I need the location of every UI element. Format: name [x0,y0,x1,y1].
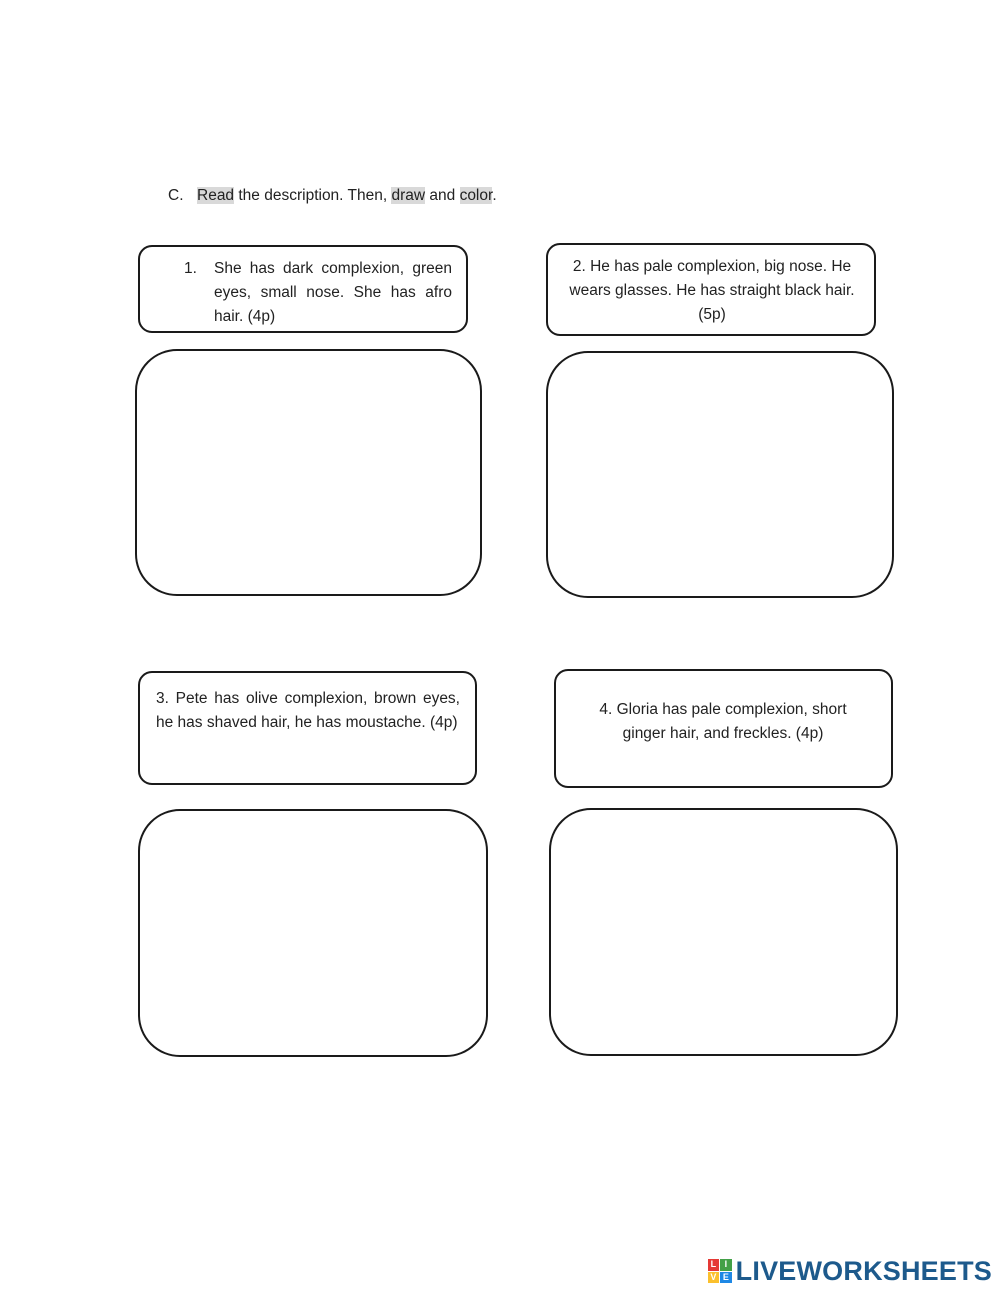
instruction-letter: C. [168,187,184,204]
logo-icon-letter: V [708,1272,720,1284]
description-box-3 [138,671,477,785]
item-1-number: 1. [184,260,197,277]
liveworksheets-logo [708,1256,992,1286]
word-color: color [459,187,493,204]
instruction [168,187,497,205]
drawing-area-3[interactable] [138,809,488,1057]
item-3-text: 3. Pete has olive complexion, brown eyes, he has shaved hair, he has moustache. (4p) [156,690,460,731]
logo-icon-letter: I [720,1259,732,1271]
description-box-2 [546,243,876,336]
item-4-text: 4. Gloria has pale complexion, short ginger hair, and freckles. (4p) [599,701,847,742]
instruction-text-1: the description. Then, [234,187,392,204]
liveworksheets-logo-icon [708,1259,732,1283]
drawing-area-1[interactable] [135,349,482,596]
word-draw: draw [391,187,426,204]
drawing-area-4[interactable] [549,808,898,1056]
description-box-1 [138,245,468,333]
description-box-4 [554,669,893,788]
word-read: Read [197,187,235,204]
logo-icon-letter: E [720,1272,732,1284]
item-1-text: She has dark complexion, green eyes, small nose. She has afro hair. (4p) [214,260,452,325]
item-2-text: 2. He has pale complexion, big nose. He wears glasses. He has straight black hair. (5p) [569,258,855,323]
instruction-text-2: and [425,187,460,204]
logo-icon-letter: L [708,1259,720,1271]
instruction-text-3: . [492,187,497,204]
drawing-area-2[interactable] [546,351,894,598]
liveworksheets-logo-text: LIVEWORKSHEETS [735,1255,992,1286]
